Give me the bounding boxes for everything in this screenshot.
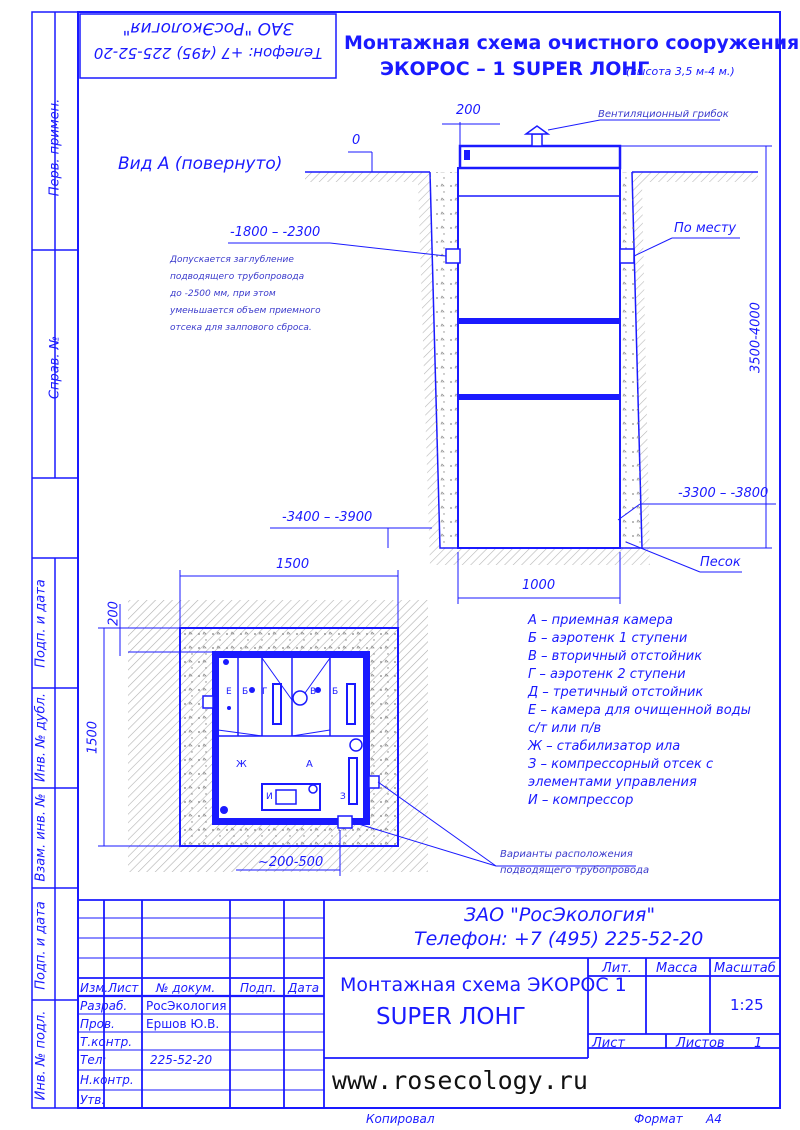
- tb-company: ЗАО "РосЭкология": [464, 904, 656, 926]
- legend-item: А – приемная камера: [528, 613, 673, 628]
- on-site-label: По месту: [674, 221, 737, 236]
- tb-format-value: А4: [706, 1112, 722, 1126]
- tb-massa: Масса: [656, 961, 698, 976]
- plan-dim-1500-h: 1500: [276, 557, 310, 572]
- plan-letter-g: Г: [262, 687, 268, 697]
- tb-name-tel: 225-52-20: [150, 1053, 213, 1067]
- pipe-note-4: уменьшается объем приемного: [170, 306, 321, 316]
- plan-dim-1500-v: 1500: [85, 720, 101, 755]
- level-0-label: 0: [352, 133, 361, 148]
- tb-doc-title-2: SUPER ЛОНГ: [376, 1004, 526, 1030]
- plan-letter-i: И: [266, 792, 273, 802]
- strip-inv-dubl: Инв. № дубл.: [33, 693, 49, 782]
- plan-letter-b2: Б: [332, 687, 339, 697]
- tb-phone: Телефон: +7 (495) 225-52-20: [414, 928, 704, 950]
- legend-item: Г – аэротенк 2 ступени: [528, 667, 686, 682]
- tb-name-prov: Ершов Ю.В.: [146, 1017, 220, 1031]
- tb-role-utv: Утв.: [80, 1093, 106, 1107]
- tb-lit: Лит.: [602, 961, 632, 976]
- top-stamp-phone: Телефон: +7 (495) 225-52-20: [93, 44, 323, 62]
- strip-podp-data-2: Подп. и дата: [33, 901, 49, 990]
- strip-inv-podl: Инв. № подл.: [33, 1010, 49, 1101]
- page-title-line1: Монтажная схема очистного сооружения: [344, 32, 800, 54]
- variants-note-1: Варианты расположения: [500, 849, 633, 860]
- plan-letter-zh: Ж: [236, 759, 247, 770]
- tb-doc-title-1: Монтажная схема ЭКОРОС 1: [340, 974, 627, 996]
- tb-format: Формат: [634, 1112, 683, 1126]
- pipe-depth-label: -1800 – -2300: [230, 225, 321, 240]
- legend-item: Е – камера для очищенной воды: [528, 703, 751, 718]
- tb-role-nkontr: Н.контр.: [80, 1073, 134, 1087]
- bottom-right-level: -3300 – -3800: [678, 486, 769, 501]
- plan-letter-v: В: [310, 687, 317, 697]
- strip-podp-data-1: Подп. и дата: [33, 579, 49, 668]
- legend-item: З – компрессорный отсек с: [528, 757, 714, 772]
- section-view: [112, 120, 776, 604]
- tb-header-izm: Изм.: [80, 981, 109, 995]
- legend-item: Б – аэротенк 1 ступени: [528, 631, 688, 646]
- tb-header-list: Лист: [108, 981, 139, 995]
- top-stamp-company: ЗАО "РосЭкология": [122, 18, 294, 38]
- tb-listov: Листов: [676, 1036, 725, 1051]
- tb-role-razrab: Разраб.: [80, 999, 128, 1013]
- tb-header-data: Дата: [288, 981, 320, 995]
- plan-dim-200: 200: [106, 601, 122, 626]
- variants-note-2: подводящего трубопровода: [500, 865, 650, 876]
- legend-item: Ж – стабилизатор ила: [528, 739, 681, 754]
- tb-role-prov: Пров.: [80, 1017, 115, 1031]
- strip-perv-primen: Перв. примен.: [47, 98, 63, 197]
- tb-list: Лист: [592, 1036, 625, 1051]
- strip-sprav-no: Справ. №: [47, 335, 63, 400]
- pipe-note-2: подводящего трубопровода: [170, 272, 305, 282]
- bottom-left-level: -3400 – -3900: [282, 510, 373, 525]
- plan-letter-e: Е: [226, 687, 232, 697]
- dim-1000: 1000: [522, 578, 556, 593]
- tb-scale: 1:25: [730, 996, 764, 1014]
- legend-item: Д – третичный отстойник: [528, 685, 704, 700]
- plan-letter-a: А: [306, 759, 313, 770]
- sand-label: Песок: [700, 555, 741, 570]
- height-range-label: 3500-4000: [748, 302, 764, 373]
- ventilation-label: Вентиляционный грибок: [598, 109, 729, 120]
- plan-dim-200-500: ~200-500: [258, 855, 324, 870]
- pipe-note-1: Допускается заглубление: [170, 255, 294, 265]
- tb-header-doc: № докум.: [156, 981, 216, 995]
- legend-item: В – вторичный отстойник: [528, 649, 703, 664]
- strip-vzam-inv: Взам. инв. №: [33, 793, 49, 882]
- pipe-note-3: до -2500 мм, при этом: [170, 289, 276, 299]
- tb-kopiroval: Копировал: [366, 1112, 435, 1126]
- page-title-note: (высота 3,5 м-4 м.): [626, 65, 735, 78]
- tb-masshtab: Масштаб: [714, 961, 776, 976]
- tb-role-tkontr: Т.контр.: [80, 1035, 133, 1049]
- legend-item: с/т или п/в: [528, 721, 602, 736]
- view-a-label: Вид А (повернуто): [118, 154, 283, 174]
- legend-item: элементами управления: [528, 775, 697, 790]
- page-title-line2: ЭКОРОС – 1 SUPER ЛОНГ: [380, 58, 650, 80]
- tb-website[interactable]: www.rosecology.ru: [332, 1066, 588, 1095]
- tb-name-razrab: РосЭкология: [146, 999, 227, 1013]
- dim-200-top: 200: [456, 103, 481, 118]
- tb-listov-value: 1: [754, 1036, 763, 1051]
- pipe-note-5: отсека для залпового сброса.: [170, 323, 312, 333]
- tb-role-tel: Тел:: [80, 1053, 107, 1067]
- plan-letter-b1: Б: [242, 687, 249, 697]
- plan-letter-z: З: [340, 792, 346, 802]
- tb-header-podp: Подп.: [240, 981, 277, 995]
- legend-item: И – компрессор: [528, 793, 634, 808]
